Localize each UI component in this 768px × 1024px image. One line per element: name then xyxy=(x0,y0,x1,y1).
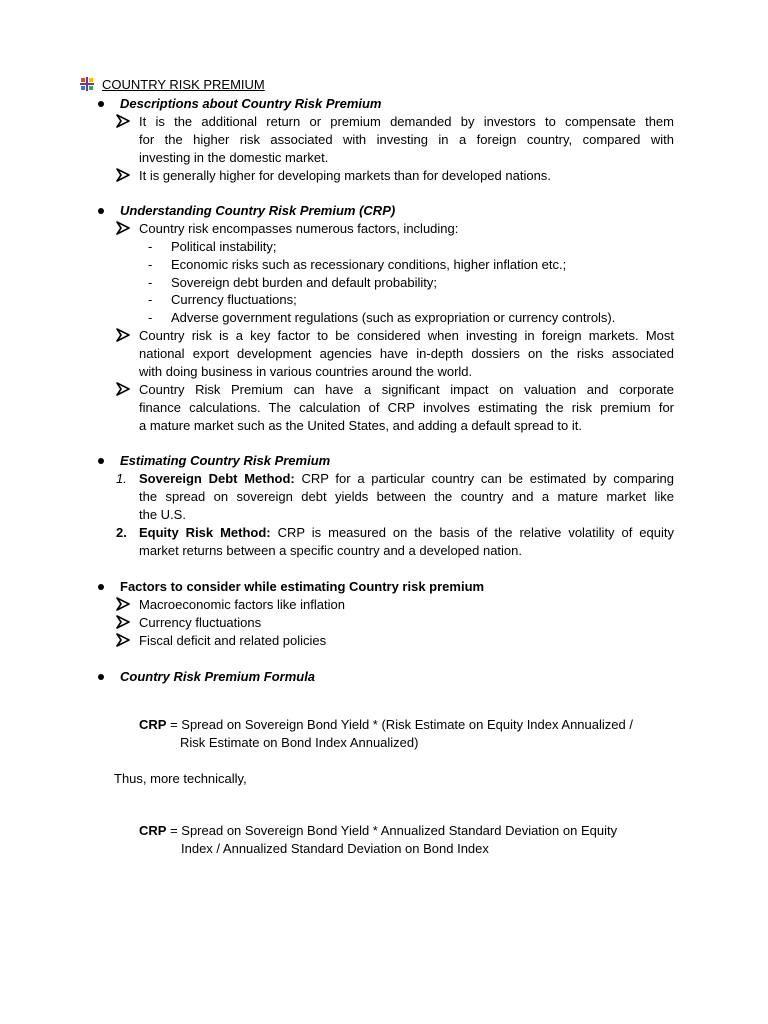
list-number: 2. xyxy=(116,525,127,540)
paragraph-line: market returns between a specific country and a developed nation. xyxy=(139,543,523,558)
formula-label: CRP xyxy=(139,717,167,732)
arrow-bullet-icon xyxy=(116,328,130,342)
transition-text: Thus, more technically, xyxy=(114,771,247,786)
list-item: Economic risks such as recessionary conditions, higher inflation etc.; xyxy=(171,257,567,272)
method-line xyxy=(139,470,674,487)
method-label: Sovereign Debt Method: xyxy=(139,471,295,486)
arrow-bullet-icon xyxy=(116,597,130,611)
arrow-bullet-icon xyxy=(116,633,130,647)
paragraph-line: finance calculations. The calculation of CRP involves estimating the risk premium for xyxy=(139,400,674,415)
arrow-bullet-icon xyxy=(116,168,130,182)
list-item: Political instability; xyxy=(171,239,277,254)
dash-marker: - xyxy=(148,257,153,272)
list-item: Adverse government regulations (such as expropriation or currency controls). xyxy=(171,310,616,325)
method-label: Equity Risk Method: xyxy=(139,525,271,540)
colorful-windows-flag-icon xyxy=(80,77,94,91)
paragraph-line: Country risk encompasses numerous factors, including: xyxy=(139,221,459,236)
formula-text: = Spread on Sovereign Bond Yield * Annualized Standard Deviation on Equity xyxy=(170,823,618,838)
bullet-icon xyxy=(98,674,104,680)
list-item: Macroeconomic factors like inflation xyxy=(139,597,345,612)
section-title-descriptions: Descriptions about Country Risk Premium xyxy=(120,96,382,111)
bullet-icon xyxy=(98,458,104,464)
paragraph-line: with doing business in various countries around the world. xyxy=(139,364,473,379)
method-text: CRP for a particular country can be estimated by comparing xyxy=(301,471,674,486)
arrow-bullet-icon xyxy=(116,382,130,396)
paragraph-line: It is the additional return or premium demanded by investors to compensate them xyxy=(139,114,674,129)
paragraph-line: Country risk is a key factor to be considered when investing in foreign markets. Most xyxy=(139,328,674,343)
paragraph-line: a mature market such as the United States, and adding a default spread to it. xyxy=(139,418,582,433)
dash-marker: - xyxy=(148,310,153,325)
formula-line xyxy=(139,822,617,839)
method-text: CRP is measured on the basis of the relative volatility of equity xyxy=(277,525,674,540)
dash-marker: - xyxy=(148,239,153,254)
paragraph-line: Country Risk Premium can have a significant impact on valuation and corporate xyxy=(139,382,674,397)
document-heading: COUNTRY RISK PREMIUM xyxy=(102,77,265,92)
arrow-bullet-icon xyxy=(116,615,130,629)
bullet-icon xyxy=(98,101,104,107)
formula-label: CRP xyxy=(139,823,167,838)
list-number: 1. xyxy=(116,471,127,486)
section-title-understanding: Understanding Country Risk Premium (CRP) xyxy=(120,203,396,218)
formula-text: = Spread on Sovereign Bond Yield * (Risk Estimate on Equity Index Annualized / xyxy=(170,717,633,732)
dash-marker: - xyxy=(148,275,153,290)
section-title-estimating: Estimating Country Risk Premium xyxy=(120,453,331,468)
paragraph-line: investing in the domestic market. xyxy=(139,150,329,165)
paragraph-line: It is generally higher for developing markets than for developed nations. xyxy=(139,168,551,183)
paragraph-line: national export development agencies have in-depth dossiers on the risks associated xyxy=(139,346,674,361)
dash-marker: - xyxy=(148,292,153,307)
method-line xyxy=(139,524,674,541)
section-title-formula: Country Risk Premium Formula xyxy=(120,669,316,684)
arrow-bullet-icon xyxy=(116,114,130,128)
formula-line: Index / Annualized Standard Deviation on Bond Index xyxy=(181,841,489,856)
bullet-icon xyxy=(98,584,104,590)
list-item: Currency fluctuations; xyxy=(171,292,297,307)
section-title-factors: Factors to consider while estimating Country risk premium xyxy=(120,579,485,594)
list-item: Fiscal deficit and related policies xyxy=(139,633,327,648)
bullet-icon xyxy=(98,208,104,214)
list-item: Sovereign debt burden and default probability; xyxy=(171,275,437,290)
paragraph-line: the U.S. xyxy=(139,507,186,522)
list-item: Currency fluctuations xyxy=(139,615,262,630)
paragraph-line: the spread on sovereign debt yields between the country and a mature market like xyxy=(139,489,674,504)
formula-line: Risk Estimate on Bond Index Annualized) xyxy=(180,735,419,750)
paragraph-line: for the higher risk associated with investing in a foreign country, compared with xyxy=(139,132,674,147)
arrow-bullet-icon xyxy=(116,221,130,235)
formula-line xyxy=(139,716,633,733)
